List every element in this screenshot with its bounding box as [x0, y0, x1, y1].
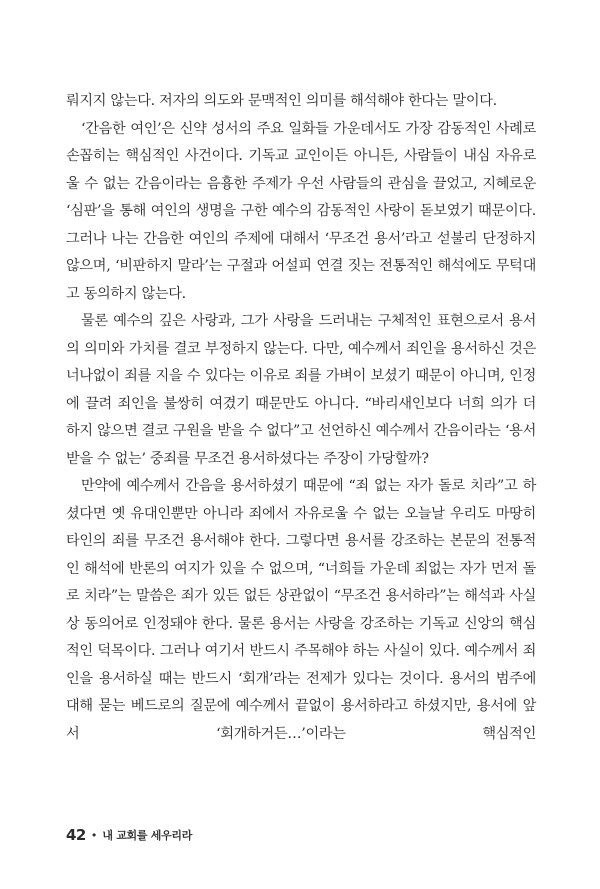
paragraph-1: 뤄지지 않는다. 저자의 의도와 문맥적인 의미를 해석해야 한다는 말이다. [66, 93, 497, 109]
page-number: 42 [66, 826, 86, 844]
running-title: 내 교회를 세우리라 [102, 829, 193, 842]
body-text [66, 88, 536, 748]
page-footer [66, 824, 192, 846]
footer-separator: • [90, 828, 98, 842]
paragraph-3: 물론 예수의 깊은 사랑과, 그가 사랑을 드러내는 구체적인 표현으로서 용서의 의미와 가치를 결코 부정하지 않는다. 다만, 예수께서 죄인을 용서하신 것은 너나없이 죄를 지을 수 있다는 이유로 죄를 가벼이 보셨기 때문이 아니며, 인정에 끌려 죄인을 불쌍히 여겼기 때문만도 아니다. “바리새인보다 너희 의가 더 하지 않으면 결코 구원을 받을 수 없다”고 선언하신 예수께서 간음이라는 ‘용서받을 수 없는’ 중죄를 무조건 용서하셨다는 주장이 가당할까? [66, 313, 536, 467]
paragraph-2: ‘간음한 여인’은 신약 성서의 주요 일화들 가운데서도 가장 감동적인 사례로 손꼽히는 핵심적인 사건이다. 기독교 교인이든 아니든, 사람들이 내심 자유로울 수 없는 간음이라는 음흉한 주제가 우선 사람들의 관심을 끌었고, 지혜로운 ‘심판’을 통해 여인의 생명을 구한 예수의 감동적인 사랑이 돋보였기 때문이다. 그러나 나는 간음한 여인의 주제에 대해서 ‘무조건 용서’라고 섣불리 단정하지 않으며, ‘비판하지 말라’는 구절과 어설피 연결 짓는 전통적인 해석에도 무턱대고 동의하지 않는다. [66, 120, 536, 302]
paragraph-4: 만약에 예수께서 간음을 용서하셨기 때문에 “죄 없는 자가 돌로 치라”고 하셨다면 옛 유대인뿐만 아니라 죄에서 자유로울 수 없는 오늘날 우리도 마땅히 타인의 죄를 무조건 용서해야 한다. 그렇다면 용서를 강조하는 본문의 전통적인 해석에 반론의 여지가 있을 수 없으며, “너희들 가운데 죄없는 자가 먼저 돌로 치라”는 말씀은 죄가 있든 없든 상관없이 “무조건 용서하라”는 해석과 사실상 동의어로 인정돼야 한다. 물론 용서는 사랑을 강조하는 기독교 신앙의 핵심적인 덕목이다. 그러나 여기서 반드시 주목해야 하는 사실이 있다. 예수께서 죄인을 용서하실 때는 반드시 ‘회개’라는 전제가 있다는 것이다. 용서의 범주에 대해 묻는 베드로의 질문에 예수께서 끝없이 용서하라고 하셨지만, 용서에 앞서 ‘회개하거든…’이라는 핵심적인 [66, 478, 536, 742]
